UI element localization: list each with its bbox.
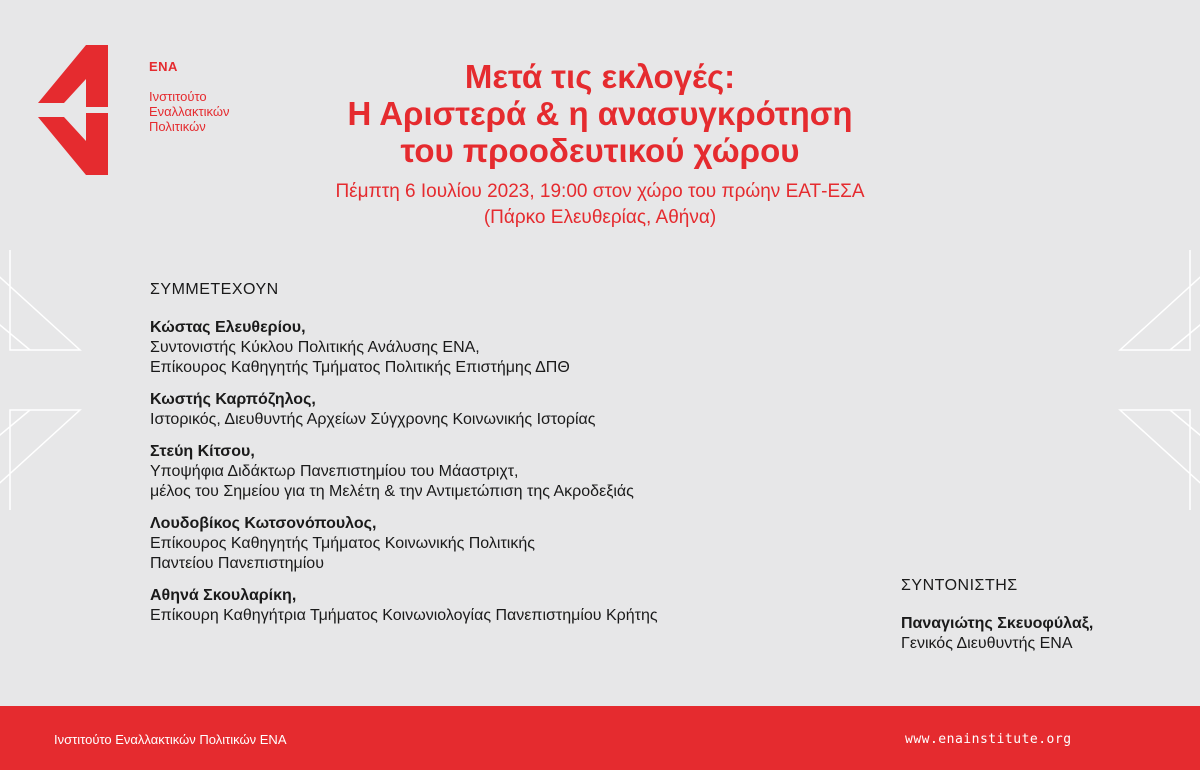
footer-bar xyxy=(0,706,1200,770)
title-line-2: Η Αριστερά & η ανασυγκρότηση xyxy=(347,95,853,132)
event-details xyxy=(0,179,1200,231)
title-line-3: του προοδευτικού χώρου xyxy=(400,132,800,169)
participant xyxy=(150,514,850,574)
footer-institute-name: Ινστιτούτο Εναλλακτικών Πολιτικών ΕΝΑ xyxy=(54,732,287,747)
moderator-name: Παναγιώτης Σκευοφύλαξ, xyxy=(901,615,1094,632)
brand-short: ΕΝΑ xyxy=(149,59,178,74)
event-date-venue: Πέμπτη 6 Ιουλίου 2023, 19:00 στον χώρο του πρώην ΕΑΤ-ΕΣΑ xyxy=(335,181,865,202)
participant xyxy=(150,390,850,430)
event-title xyxy=(0,58,1200,169)
participant-role: Επίκουρος Καθηγητής Τμήματος Πολιτικής Επιστήμης ΔΠΘ xyxy=(150,359,570,376)
participant-role: Παντείου Πανεπιστημίου xyxy=(150,555,324,572)
participants-list xyxy=(150,318,850,638)
title-line-1: Μετά τις εκλογές: xyxy=(464,58,736,95)
participant xyxy=(150,318,850,378)
moderator-role: Γενικός Διευθυντής ΕΝΑ xyxy=(901,635,1073,652)
participant-role: Επίκουρη Καθηγήτρια Τμήματος Κοινωνιολογίας Πανεπιστημίου Κρήτης xyxy=(150,607,658,624)
decorative-outline-left xyxy=(0,230,150,530)
participant-name: Κώστας Ελευθερίου, xyxy=(150,319,306,336)
participant xyxy=(150,442,850,502)
participant-name: Κωστής Καρπόζηλος, xyxy=(150,391,316,408)
participant-role: Επίκουρος Καθηγητής Τμήματος Κοινωνικής Πολιτικής xyxy=(150,535,535,552)
footer-website-link[interactable]: www.enainstitute.org xyxy=(905,732,1072,747)
participant-role: Ιστορικός, Διευθυντής Αρχείων Σύγχρονης Κοινωνικής Ιστορίας xyxy=(150,411,596,428)
event-location: (Πάρκο Ελευθερίας, Αθήνα) xyxy=(483,207,717,228)
moderator-label: ΣΥΝΤΟΝΙΣΤΗΣ xyxy=(901,577,1018,594)
moderator xyxy=(901,614,1093,654)
brand-line-2: Εναλλακτικών xyxy=(149,104,230,119)
brand-line-1: Ινστιτούτο xyxy=(149,89,207,104)
event-title-block xyxy=(0,58,1200,231)
decorative-outline-right xyxy=(1050,230,1200,530)
participant-role: μέλος του Σημείου για τη Μελέτη & την Αντιμετώπιση της Ακροδεξιάς xyxy=(150,483,634,500)
brand-line-3: Πολιτικών xyxy=(149,119,206,134)
participant-name: Αθηνά Σκουλαρίκη, xyxy=(150,587,297,604)
participant-name: Στεύη Κίτσου, xyxy=(150,443,255,460)
participant-role: Υποψήφια Διδάκτωρ Πανεπιστημίου του Μάαστριχτ, xyxy=(150,463,519,480)
participant xyxy=(150,586,850,626)
participant-role: Συντονιστής Κύκλου Πολιτικής Ανάλυσης ΕΝΑ, xyxy=(150,339,480,356)
participant-name: Λουδοβίκος Κωτσονόπουλος, xyxy=(150,515,377,532)
participants-label: ΣΥΜΜΕΤΕΧΟΥΝ xyxy=(150,281,279,298)
